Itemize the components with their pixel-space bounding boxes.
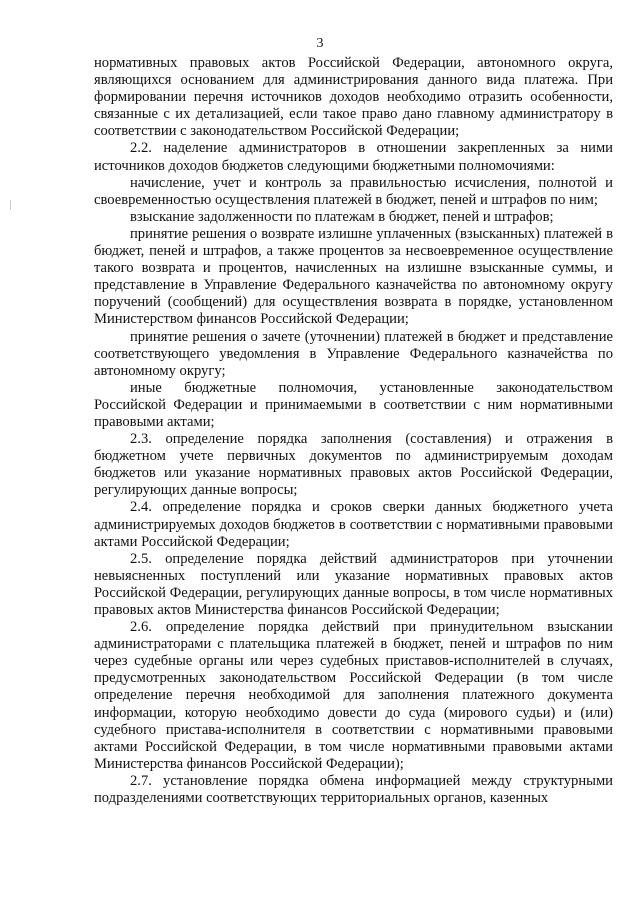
document-body bbox=[94, 55, 613, 807]
paragraph-2-7: 2.7. установление порядка обмена информацией между структурными подразделениями соответствующих территориальных органов, казенных bbox=[94, 772, 613, 807]
paragraph-2-3: 2.3. определение порядка заполнения (составления) и отражения в бюджетном учете первичных документов по администрируемым доходам бюджетов или указание нормативных правовых актов Российской Федерации, регулирующих данные вопросы; bbox=[94, 431, 613, 499]
paragraph-2-4: 2.4. определение порядка и сроков сверки данных бюджетного учета администрируемых доходов бюджетов в соответствии с нормативными правовыми актами Российской Федерации; bbox=[94, 499, 613, 550]
paragraph-2-5: 2.5. определение порядка действий администраторов при уточнении невыясненных поступлений или указание нормативных правовых актов Российской Федерации, регулирующих данные вопросы, в том числе нормативных правовых актов Министерства финансов Российской Федерации; bbox=[94, 550, 613, 618]
paragraph-refund-decision: принятие решения о возврате излишне уплаченных (взысканных) платежей в бюджет, пеней и штрафов, а также процентов за несвоевременное осуществление такого возврата и процентов, начисленных на излишне взысканные суммы, и представление в Управление Федерального казначейства по автономному округу поручений (сообщений) для осуществления возврата в порядке, установленном Министерством финансов Российской Федерации; bbox=[94, 225, 613, 328]
scan-artifact bbox=[10, 200, 11, 210]
paragraph-other-powers: иные бюджетные полномочия, установленные законодательством Российской Федерации и принимаемыми в соответствии с ним нормативными правовыми актами; bbox=[94, 379, 613, 430]
page-number: 3 bbox=[316, 36, 324, 51]
paragraph-2-6: 2.6. определение порядка действий при принудительном взыскании администраторами с плательщика платежей в бюджет, пеней и штрафов по ним через судебные органы или через судебных приставов-исполнителей в случаях, предусмотренных законодательством Российской Федерации (в том числе определение перечня необходимой для заполнения платежного документа информации, которую необходимо довести до суда (мирового судьи) и (или) судебного пристава-исполнителя в соответствии с нормативными правовыми актами Российской Федерации, в том числе нормативными правовыми актами Министерства финансов Российской Федерации); bbox=[94, 619, 613, 772]
paragraph-accrual: начисление, учет и контроль за правильностью исчисления, полнотой и своевременностью осуществления платежей в бюджет, пеней и штрафов по ним; bbox=[94, 174, 613, 208]
paragraph-2-2: 2.2. наделение администраторов в отношении закрепленных за ними источников доходов бюджетов следующими бюджетными полномочиями: bbox=[94, 140, 613, 174]
paragraph-continuation: нормативных правовых актов Российской Федерации, автономного округа, являющихся основанием для администрирования данного вида платежа. При формировании перечня источников доходов необходимо отразить особенности, связанные с их детализацией, если такое право дано главному администратору в соответствии с законодательством Российской Федерации; bbox=[94, 55, 613, 140]
paragraph-debt-collection: взыскание задолженности по платежам в бюджет, пеней и штрафов; bbox=[130, 208, 554, 225]
paragraph-offset-decision: принятие решения о зачете (уточнении) платежей в бюджет и представление соответствующего уведомления в Управление Федерального казначейства по автономному округу; bbox=[94, 328, 613, 379]
